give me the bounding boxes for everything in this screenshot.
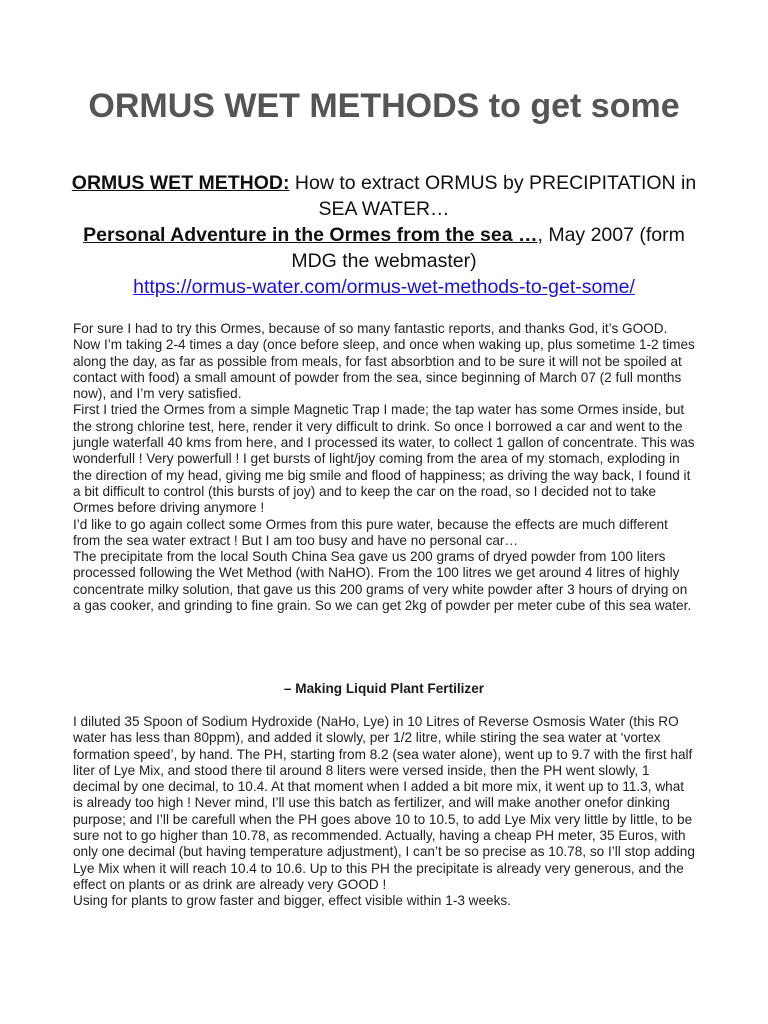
source-url-link[interactable]: https://ormus-water.com/ormus-wet-methods-to-get-some/ [133, 276, 635, 298]
body-paragraph: I’d like to go again collect some Ormes from this pure water, because the effects are much different from the sea water extract ! But I am too busy and have no personal car… [73, 516, 668, 548]
section-paragraph: I diluted 35 Spoon of Sodium Hydroxide (NaHo, Lye) in 10 Litres of Reverse Osmosis Water (this RO water has less than 80ppm), and added it slowly, per 1/2 litre, while stiring the sea water at ‘vortex formation speed’, by hand. The PH, starting from 8.2 (sea water alone), went up to 9.7 with the first half liter of Lye Mix, and stood there til around 8 liters were versed inside, then the PH went slowly, 1 decimal by one decimal, to 10.4. At that moment when I added a bit more mix, it went up to 11.3, what is already too high ! Never mind, I’ll use this batch as fertilizer, and will make another onefor dinking purpose; and I’ll be carefull when the PH goes above 10 to 10.5, to add Lye Mix very little by little, to be sure not to go higher than 10.78, as recommended. Actually, having a cheap PH meter, 35 Euros, with only one decimal (but having temperature adjustment), I can’t be so precise as 10.78, so I’ll stop adding Lye Mix when it will reach 10.4 to 10.6. Up to this PH the precipitate is already very generous, and the effect on plants or as drink are already very GOOD ! [73, 714, 695, 892]
body-paragraph: The precipitate from the local South China Sea gave us 200 grams of dryed powder from 100 liters processed following the Wet Method (with NaHO). From the 100 litres we get around 4 litres of highly concentrate milky solution, that gave us this 200 grams of very white powder after 3 hours of drying on a gas cooker, and grinding to fine grain. So we can get 2kg of powder per meter cube of this sea water. [73, 549, 692, 614]
method-text: How to extract ORMUS by PRECIPITATION in SEA WATER… [289, 172, 697, 220]
adventure-text: , May 2007 (form MDG the webmaster) [291, 224, 685, 272]
method-label: ORMUS WET METHOD: [71, 172, 290, 194]
source-url-line [60, 274, 708, 300]
body-text [73, 321, 695, 614]
adventure-label: Personal Adventure in the Ormes from the sea … [83, 224, 538, 246]
body-paragraph: For sure I had to try this Ormes, because of so many fantastic reports, and thanks God, it’s GOOD. Now I’m taking 2-4 times a day (once before sleep, and once when waking up, plus sometime 1-2 times along the day, as far as possible from meals, for fast absorbtion and to be sure it will not be spoiled at contact with food) a small amount of powder from the sea, since beginning of March 07 (2 full months now), and I’m very satisfied. [73, 321, 695, 402]
section-heading: – Making Liquid Plant Fertilizer [283, 681, 485, 696]
section-paragraph: Using for plants to grow faster and bigger, effect visible within 1-3 weeks. [73, 893, 511, 909]
section-body-text [73, 714, 695, 910]
body-paragraph: First I tried the Ormes from a simple Magnetic Trap I made; the tap water has some Ormes inside, but the strong chlorine test, here, render it very difficult to drink. So once I borrowed a car and went to the jungle waterfall 40 kms from here, and I processed its water, to collect 1 gallon of concentrate. This was wonderfull ! Very powerfull ! I get bursts of light/joy coming from the area of my stomach, exploding in the direction of my head, giving me big smile and flood of happiness; as driving the way back, I found it a bit difficult to control (this bursts of joy) and to keep the car on the road, so I decided not to take Ormes before driving anymore ! [73, 402, 695, 516]
method-line [60, 170, 708, 222]
page-title: ORMUS WET METHODS to get some [88, 87, 680, 125]
adventure-line [60, 222, 708, 274]
subtitle-block [60, 170, 708, 300]
